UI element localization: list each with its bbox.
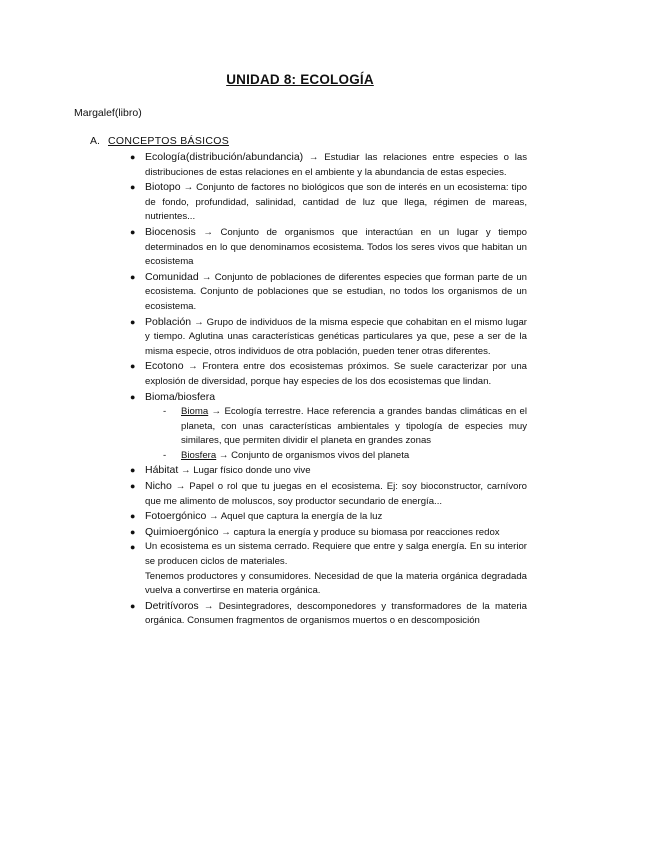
item-definition: → Grupo de individuos de la misma especie que cohabitan en el mismo lugar y tiempo. Aglutina unas características genéticas particulares ya que, pese a ser de la misma especie, otros individuos de otra población, pueden tener otras diferentes.	[145, 316, 527, 357]
list-item-bioma-biosfera	[130, 390, 527, 464]
section-heading-label: CONCEPTOS BÁSICOS	[108, 135, 230, 147]
item-definition: → Aquel que captura la energía de la luz	[206, 511, 383, 523]
item-term: Ecología(distribución/abundancia)	[145, 151, 304, 163]
bullet-icon: ●	[130, 361, 136, 372]
bullet-icon: ●	[130, 526, 136, 537]
sub-item-bioma	[163, 405, 527, 449]
item-term: Biocenosis	[145, 225, 196, 238]
item-term: Quimioergónico	[145, 525, 219, 538]
dash-icon: -	[163, 449, 167, 461]
item-definition: → Conjunto de poblaciones de diferentes especies que forman parte de un ecosistema. Conjunto de poblaciones que se estudian, no todos los organismos de un ecosistema.	[145, 271, 527, 312]
item-term: Detritívoros	[145, 599, 199, 612]
list-item-poblacion	[130, 315, 527, 360]
sub-item-definition: → Conjunto de organismos vivos del planeta	[216, 449, 410, 461]
item-term: Hábitat	[145, 464, 179, 477]
bullet-icon: ●	[130, 226, 136, 237]
list-item-fotoergonico	[130, 509, 527, 525]
list-item-biocenosis	[130, 225, 527, 270]
item-definition: → Conjunto de organismos que interactúan en un lugar y tiempo determinados en lo que denominamos ecosistema. Todos los seres vivos que habitan un ecosistema	[145, 226, 527, 268]
item-definition: → Papel o rol que tu juegas en el ecosistema. Ej: soy bioconstructor, carnívoro que me alimento de moluscos, soy productor secundario de energía...	[145, 481, 527, 507]
list-item-nicho	[130, 479, 527, 509]
list-item-quimioergonico	[130, 525, 527, 541]
item-term: Nicho	[145, 480, 172, 493]
list-item-ecologia	[130, 150, 527, 180]
concepts-list	[0, 150, 655, 629]
sub-item-term: Biosfera	[181, 449, 217, 461]
bullet-icon: ●	[130, 542, 136, 553]
item-definition: → captura la energía y produce su biomasa por reacciones redox	[218, 526, 500, 538]
list-item-comunidad	[130, 270, 527, 315]
item-term: Bioma/biosfera	[145, 390, 216, 403]
item-term: Ecotono	[145, 360, 184, 373]
sub-item-biosfera	[163, 449, 527, 464]
list-item-biotopo	[130, 180, 527, 225]
section-marker: A.	[90, 135, 100, 147]
bullet-icon: ●	[130, 511, 136, 522]
bullet-icon: ●	[130, 465, 136, 476]
item-definition: → Frontera entre dos ecosistemas próximos. Se suele caracterizar por una explosión de diversidad, porque hay especies de los dos ecosistemas que lindan.	[145, 361, 527, 387]
item-extra: Tenemos productores y consumidores. Necesidad de que la materia orgánica degradada vuelva a convertirse en materia orgánica.	[145, 570, 527, 597]
item-definition: → Desintegradores, descomponedores y transformadores de la materia orgánica. Consumen fragmentos de organismos muertos o en descomposición	[145, 600, 527, 627]
bullet-icon: ●	[130, 391, 136, 402]
list-item-ecosistema	[130, 540, 527, 598]
list-item-habitat	[130, 463, 527, 479]
document-title: UNIDAD 8: ECOLOGÍA	[226, 72, 374, 87]
item-term: Población	[145, 315, 192, 328]
bullet-icon: ●	[130, 182, 136, 193]
dash-icon: -	[163, 406, 167, 418]
item-term: Comunidad	[145, 270, 199, 283]
list-item-detritivoros	[130, 599, 527, 629]
section-heading	[90, 135, 229, 147]
sub-list	[145, 405, 527, 463]
bullet-icon: ●	[130, 600, 136, 611]
list-item-ecotono	[130, 359, 527, 389]
source-reference: Margalef(libro)	[74, 107, 142, 119]
sub-item-definition: → Ecología terrestre. Hace referencia a grandes bandas climáticas en el planeta, con unas características ambientales y tipología de especies muy similares, que permiten dividir el planeta en grandes zonas	[181, 406, 527, 447]
item-definition: → Estudiar las relaciones entre especies o las distribuciones de estas relaciones en el ambiente y la abundancia de estas especies.	[145, 152, 527, 178]
sub-item-term: Bioma	[181, 406, 209, 418]
item-term: Fotoergónico	[145, 510, 207, 523]
item-term: Biotopo	[145, 181, 181, 194]
item-definition: Un ecosistema es un sistema cerrado. Requiere que entre y salga energía. En su interior se producen ciclos de materiales.	[145, 541, 527, 568]
bullet-icon: ●	[130, 152, 136, 162]
bullet-icon: ●	[130, 271, 136, 282]
item-definition: → Lugar físico donde uno vive	[178, 465, 311, 477]
bullet-icon: ●	[130, 481, 136, 492]
item-definition: → Conjunto de factores no biológicos que son de interés en un ecosistema: tipo de fondo, profundidad, salinidad, cantidad de luz que llega, régimen de mareas, nutrientes...	[145, 182, 527, 223]
bullet-icon: ●	[130, 316, 136, 327]
